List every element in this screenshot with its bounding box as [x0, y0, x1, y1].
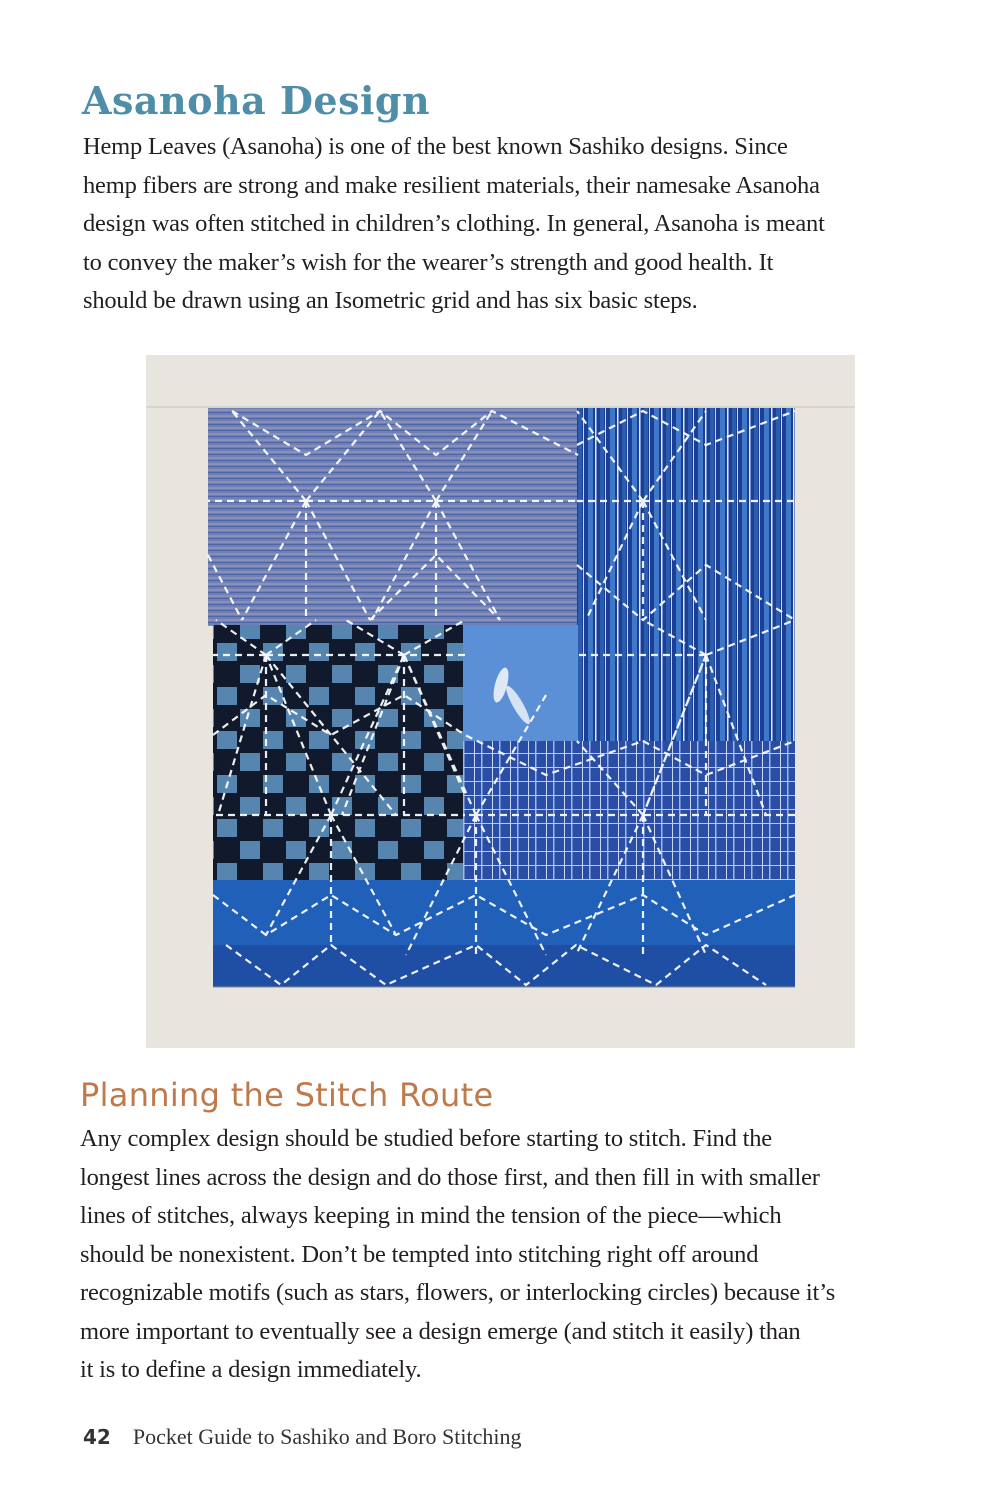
striped-patch	[208, 408, 578, 626]
paragraph-line: should be nonexistent. Don’t be tempted into stitching right off around	[80, 1240, 759, 1268]
paragraph-line: design was often stitched in children’s clothing. In general, Asanoha is meant	[83, 210, 825, 237]
checkered-patch	[213, 625, 465, 881]
paragraph-line: Any complex design should be studied before starting to stitch. Find the	[80, 1125, 772, 1152]
section-title-asanoha: Asanoha Design	[82, 78, 431, 123]
paragraph-line: should be drawn using an Isometric grid and has six basic steps.	[83, 287, 698, 314]
vertical-stripe-patch	[577, 408, 795, 742]
sashiko-sampler-photo	[146, 355, 855, 1048]
page-number: 42	[83, 1425, 111, 1449]
paragraph-line: it is to define a design immediately.	[80, 1356, 422, 1383]
planning-paragraph	[80, 1120, 940, 1390]
paragraph-line: more important to eventually see a design emerge (and stitch it easily) than	[80, 1317, 801, 1345]
paragraph-line: to convey the maker’s wish for the wearer’s strength and good health. It	[83, 248, 774, 276]
asanoha-quilt-illustration	[146, 355, 855, 1048]
paragraph-line: lines of stitches, always keeping in mind the tension of the piece—which	[80, 1202, 782, 1229]
paragraph-line: Hemp Leaves (Asanoha) is one of the best known Sashiko designs. Since	[83, 133, 788, 160]
asanoha-paragraph	[83, 128, 933, 321]
page-footer	[83, 1424, 522, 1450]
book-title: Pocket Guide to Sashiko and Boro Stitching	[132, 1424, 522, 1449]
paragraph-line: hemp fibers are strong and make resilient materials, their namesake Asanoha	[83, 171, 820, 199]
section-title-planning: Planning the Stitch Route	[80, 1076, 494, 1114]
light-blue-patch	[463, 625, 578, 742]
paragraph-line: recognizable motifs (such as stars, flowers, or interlocking circles) because it’s	[80, 1279, 836, 1306]
paragraph-line: longest lines across the design and do those first, and then fill in with smaller	[80, 1163, 820, 1191]
